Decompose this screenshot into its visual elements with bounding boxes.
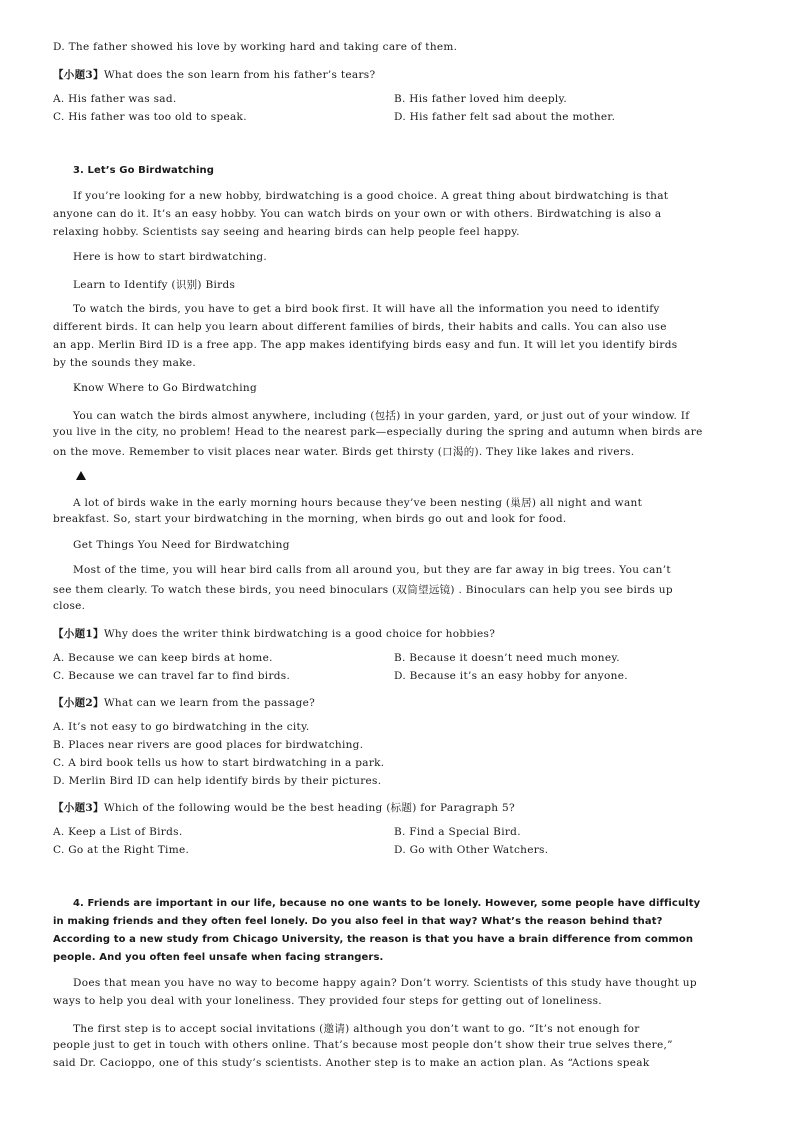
paragraph-line: To watch the birds, you have to get a bird book first. It will have all the information you need to identify <box>73 303 660 315</box>
option-c: C. Because we can travel far to find birds. <box>53 670 291 682</box>
passage-intro-line: 4. Friends are important in our life, because no one wants to be lonely. However, some people have difficulty <box>73 898 701 909</box>
option-b: B. His father loved him deeply. <box>394 93 568 105</box>
option-b: B. Find a Special Bird. <box>394 826 521 838</box>
passage-intro-line: in making friends and they often feel lonely. Do you also feel in that way? What’s the reason behind that? <box>53 916 663 927</box>
passage-intro-line: According to a new study from Chicago University, the reason is that you have a brain difference from common <box>53 934 694 945</box>
option-a: A. Because we can keep birds at home. <box>53 652 273 664</box>
paragraph-line: breakfast. So, start your birdwatching in the morning, when birds go out and look for food. <box>53 513 567 525</box>
paragraph-line: you live in the city, no problem! Head to the nearest park—especially during the spring and autumn when birds are <box>53 426 703 438</box>
option-a: A. Keep a List of Birds. <box>53 826 183 838</box>
paragraph-line: people just to get in touch with others online. That’s because most people don’t show their true selves there,” <box>53 1039 673 1051</box>
option-d: D. His father felt sad about the mother. <box>394 111 616 123</box>
paragraph-line: different birds. It can help you learn about different families of birds, their habits and calls. You can also use <box>53 321 667 333</box>
option-c: C. A bird book tells us how to start birdwatching in a park. <box>53 757 385 769</box>
question-text: Which of the following would be the best heading (标题) for Paragraph 5? <box>103 802 515 814</box>
paragraph-line: Most of the time, you will hear bird calls from all around you, but they are far away in big trees. You can’t <box>73 564 671 576</box>
section-heading: Learn to Identify (识别) Birds <box>73 279 236 291</box>
option-a: A. His father was sad. <box>53 93 177 105</box>
paragraph-line: an app. Merlin Bird ID is a free app. The app makes identifying birds easy and fun. It will let you identify birds <box>53 339 678 351</box>
paragraph-line: see them clearly. To watch these birds, you need binoculars (双筒望远镜) . Binoculars can help you see birds up <box>53 584 673 596</box>
question-tag: 【小题3】 <box>53 802 104 814</box>
question-tag: 【小题2】 <box>53 697 104 709</box>
question-tag: 【小题1】 <box>53 628 104 640</box>
paragraph-line: by the sounds they make. <box>53 357 197 369</box>
option-c: C. His father was too old to speak. <box>53 111 247 123</box>
question-text: Why does the writer think birdwatching is a good choice for hobbies? <box>103 628 496 640</box>
question-2 <box>53 695 315 710</box>
option-b: B. Places near rivers are good places for birdwatching. <box>53 739 364 751</box>
paragraph-line: You can watch the birds almost anywhere, including (包括) in your garden, yard, or just out of your window. If <box>73 410 690 422</box>
passage-title: 3. Let’s Go Birdwatching <box>73 165 215 176</box>
option-a: A. It’s not easy to go birdwatching in the city. <box>53 721 310 733</box>
option-d: D. Because it’s an easy hobby for anyone. <box>394 670 628 682</box>
section-heading: Know Where to Go Birdwatching <box>73 382 257 394</box>
paragraph-line: ways to help you deal with your loneliness. They provided four steps for getting out of loneliness. <box>53 995 602 1007</box>
question-3 <box>53 800 515 815</box>
paragraph-line: close. <box>53 600 86 612</box>
option-d: D. Merlin Bird ID can help identify birds by their pictures. <box>53 775 382 787</box>
paragraph-line: relaxing hobby. Scientists say seeing and hearing birds can help people feel happy. <box>53 226 520 238</box>
question-tag: 【小题3】 <box>53 69 104 81</box>
paragraph-line: Does that mean you have no way to become happy again? Don’t worry. Scientists of this study have thought up <box>73 977 697 989</box>
section-heading: Get Things You Need for Birdwatching <box>73 539 290 551</box>
question-3 <box>53 67 375 82</box>
question-text: What can we learn from the passage? <box>103 697 316 709</box>
question-1 <box>53 626 495 641</box>
paragraph-line: anyone can do it. It’s an easy hobby. You can watch birds on your own or with others. Birdwatching is also a <box>53 208 662 220</box>
option-d: D. The father showed his love by working hard and taking care of them. <box>53 41 458 53</box>
option-b: B. Because it doesn’t need much money. <box>394 652 620 664</box>
paragraph-line: on the move. Remember to visit places near water. Birds get thirsty (口渴的). They like lakes and rivers. <box>53 446 635 458</box>
question-text: What does the son learn from his father’s tears? <box>103 69 376 81</box>
triangle-marker-icon <box>76 471 86 480</box>
paragraph-line: Here is how to start birdwatching. <box>73 251 268 263</box>
paragraph-line: A lot of birds wake in the early morning hours because they’ve been nesting (巢居) all night and want <box>73 497 643 509</box>
paragraph-line: The first step is to accept social invitations (邀请) although you don’t want to go. “It’s not enough for <box>73 1023 640 1035</box>
passage-intro-line: people. And you often feel unsafe when facing strangers. <box>53 952 384 963</box>
option-c: C. Go at the Right Time. <box>53 844 190 856</box>
option-d: D. Go with Other Watchers. <box>394 844 549 856</box>
paragraph-line: If you’re looking for a new hobby, birdwatching is a good choice. A great thing about birdwatching is that <box>73 190 669 202</box>
paragraph-line: said Dr. Cacioppo, one of this study’s scientists. Another step is to make an action plan. As “Actions speak <box>53 1057 650 1069</box>
